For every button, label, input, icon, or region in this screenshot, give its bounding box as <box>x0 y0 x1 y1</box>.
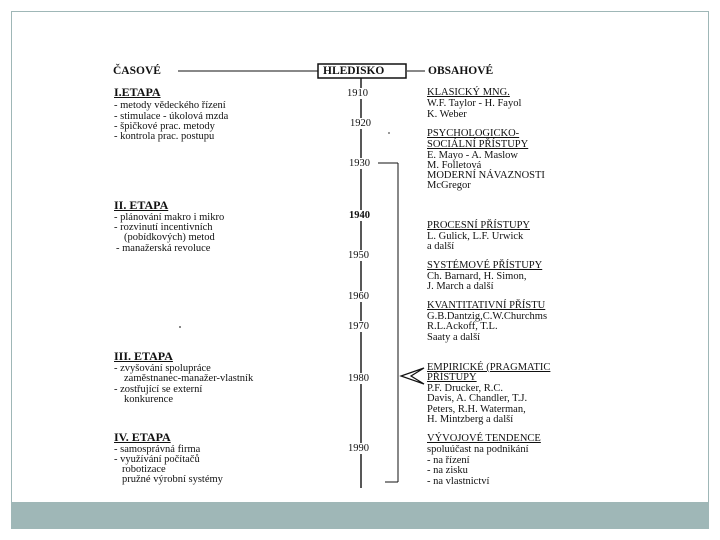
procesni-line: L. Gulick, L.F. Urwick <box>427 231 524 242</box>
psychologicky-line: MODERNÍ NÁVAZNOSTI <box>427 170 545 181</box>
empiricke-line: Peters, R.H. Waterman, <box>427 404 526 415</box>
vyvojove-line: - na zisku <box>427 465 468 476</box>
year-label: 1920 <box>350 118 371 129</box>
vyvojove-line: - na vlastnictví <box>427 476 490 487</box>
etapa-3-title: III. ETAPA <box>114 349 173 363</box>
etapa-4-title: IV. ETAPA <box>114 430 171 444</box>
systemove-line: J. March a další <box>427 281 494 292</box>
etapa-2-title: II. ETAPA <box>114 198 169 212</box>
kvantitativni-line: G.B.Dantzig,C.W.Churchms <box>427 311 548 322</box>
kvantitativni-title: KVANTITATIVNÍ PŘÍSTU <box>427 300 546 311</box>
year-label: 1940 <box>349 210 370 221</box>
header-hledisko: HLEDISKO <box>323 65 385 77</box>
etapa-1-item: - kontrola prac. postupu <box>114 131 215 142</box>
etapa-3-item: - zostřující se externí <box>114 384 203 395</box>
empiricke-line: Davis, A. Chandler, T.J. <box>427 393 528 404</box>
systemove-line: Ch. Barnard, H. Simon, <box>427 271 527 282</box>
etapa-2-item: (pobídkových) metod <box>124 232 215 243</box>
year-label: 1980 <box>348 373 369 384</box>
procesni-line: a další <box>427 241 455 252</box>
year-label: 1910 <box>347 88 368 99</box>
etapa-3-item: - zvyšování spolupráce <box>114 363 211 374</box>
year-label: 1990 <box>348 443 369 454</box>
etapa-3-item: konkurence <box>124 394 173 405</box>
psychologicky-title: PSYCHOLOGICKO- <box>427 128 520 139</box>
dot-mark <box>179 326 181 328</box>
procesni-title: PROCESNÍ PŘÍSTUPY <box>427 220 530 231</box>
header-casove: ČASOVÉ <box>113 65 161 77</box>
year-label: 1970 <box>348 321 369 332</box>
etapa-1-item: - metody vědeckého řízení <box>114 100 226 111</box>
header-obsahove: OBSAHOVÉ <box>428 65 494 77</box>
etapa-4-item: robotizace <box>122 464 166 475</box>
psychologicky-line: E. Mayo - A. Maslow <box>427 150 518 161</box>
klasicky-line: W.F. Taylor - H. Fayol <box>427 98 522 109</box>
empiricke-line: P.F. Drucker, R.C. <box>427 383 504 394</box>
vyvojove-title: VÝVOJOVÉ TENDENCE <box>427 433 541 444</box>
year-label: 1950 <box>348 250 369 261</box>
year-label: 1930 <box>349 158 370 169</box>
etapa-2-item: - rozvinutí incentivních <box>114 222 213 233</box>
klasicky-title: KLASICKÝ MNG. <box>427 87 510 98</box>
kvantitativni-line: R.L.Ackoff, T.L. <box>427 321 498 332</box>
etapa-4-item: - využívání počítačů <box>114 454 200 465</box>
empiricke-title: EMPIRICKÉ (PRAGMATIC <box>427 362 551 373</box>
etapa-4-item: pružné výrobní systémy <box>122 474 223 485</box>
etapa-2-item: - plánování makro i mikro <box>114 212 225 223</box>
etapa-1-title: I.ETAPA <box>114 85 161 99</box>
psychologicky-line: M. Folletová <box>427 160 482 171</box>
systemove-title: SYSTÉMOVÉ PŘÍSTUPY <box>427 260 543 271</box>
year-label: 1960 <box>348 291 369 302</box>
etapa-2-item: - manažerská revoluce <box>116 243 211 254</box>
etapa-1-item: - špičkové prac. metody <box>114 121 215 132</box>
etapa-4-item: - samosprávná firma <box>114 444 201 455</box>
etapa-3-item: zaměstnanec-manažer-vlastník <box>124 373 254 384</box>
vyvojove-line: spoluúčast na podnikání <box>427 444 529 455</box>
etapa-1-item: - stimulace - úkolová mzda <box>114 111 229 122</box>
empiricke-title: PŘÍSTUPY <box>427 372 477 383</box>
vyvojove-line: - na řízení <box>427 455 470 466</box>
kvantitativni-line: Saaty a další <box>427 332 481 343</box>
empiricke-line: H. Mintzberg a další <box>427 414 514 425</box>
psychologicky-line: McGregor <box>427 180 471 191</box>
klasicky-line: K. Weber <box>427 109 467 120</box>
arrow-empiricke <box>401 368 424 384</box>
psychologicky-title: SOCIÁLNÍ PŘÍSTUPY <box>427 139 529 150</box>
